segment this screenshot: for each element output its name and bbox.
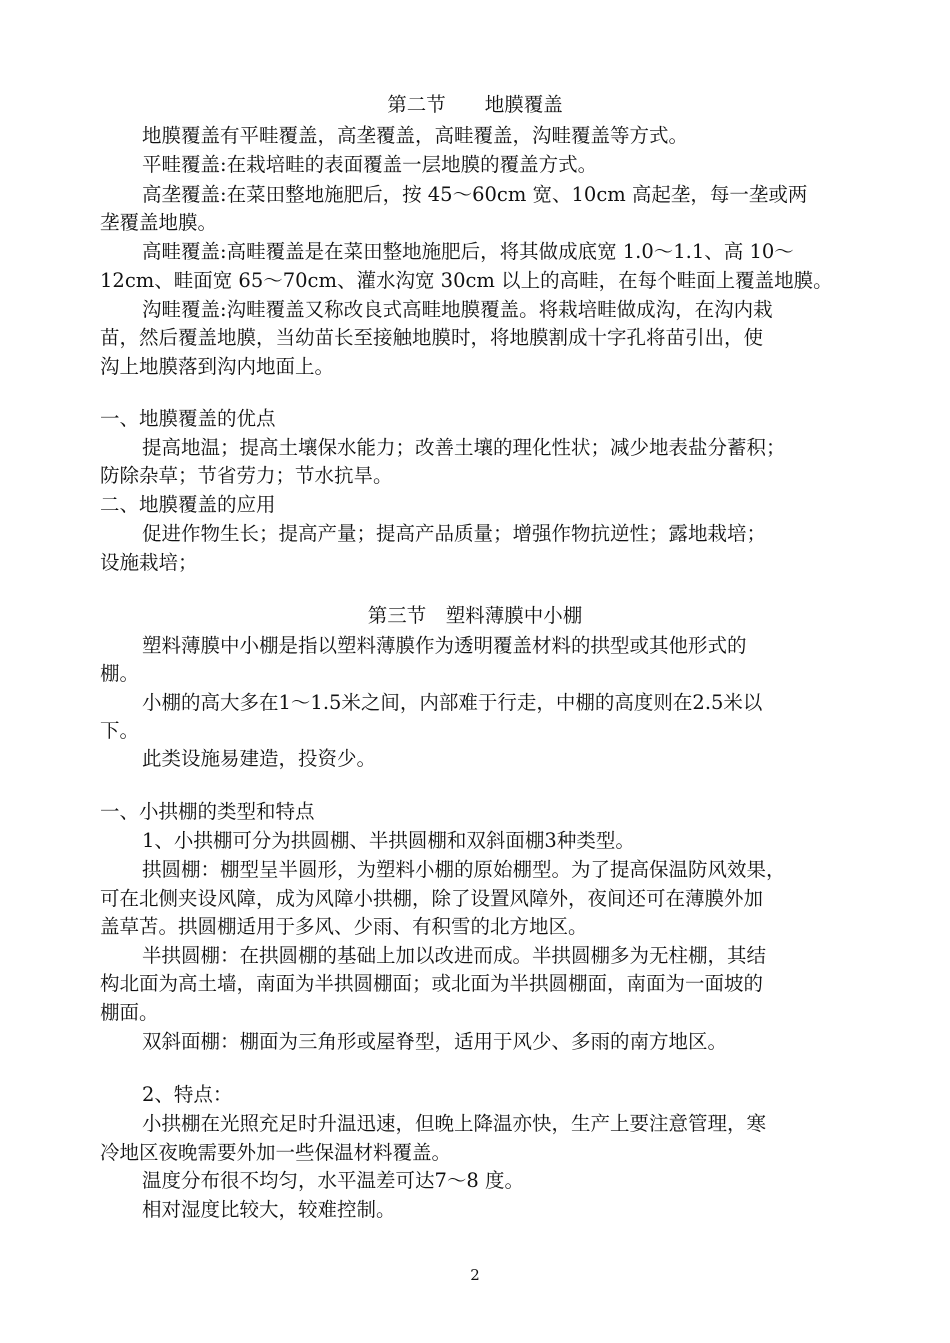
paragraph-line: 提高地温；提高土壤保水能力；改善土壤的理化性状；减少地表盐分蓄积； xyxy=(142,436,786,459)
section-title: 第二节 地膜覆盖 xyxy=(387,93,563,116)
paragraph-line: 拱圆棚：棚型呈半圆形，为塑料小棚的原始棚型。为了提高保温防风效果， xyxy=(142,858,786,881)
paragraph-line: 12cm、畦面宽 65～70cm、灌水沟宽 30cm 以上的高畦，在每个畦面上覆盖地膜。 xyxy=(100,269,833,292)
section-title: 第三节 塑料薄膜中小棚 xyxy=(367,604,583,627)
paragraph-line: 此类设施易建造，投资少。 xyxy=(142,747,377,770)
subsection-heading: 二、地膜覆盖的应用 xyxy=(100,493,276,516)
paragraph-line: 可在北侧夹设风障，成为风障小拱棚，除了设置风障外，夜间还可在薄膜外加 xyxy=(100,887,764,910)
subsection-heading: 一、小拱棚的类型和特点 xyxy=(100,800,315,823)
paragraph-line: 设施栽培； xyxy=(100,551,198,574)
paragraph-line: 下。 xyxy=(100,719,140,742)
paragraph-line: 地膜覆盖有平畦覆盖，高垄覆盖，高畦覆盖，沟畦覆盖等方式。 xyxy=(142,124,689,147)
page-number: 2 xyxy=(470,1266,480,1284)
paragraph-line: 盖草苫。拱圆棚适用于多风、少雨、有积雪的北方地区。 xyxy=(100,915,588,938)
paragraph-line: 棚面。 xyxy=(100,1001,159,1024)
paragraph-line: 高垄覆盖:在菜田整地施肥后，按 45～60cm 宽、10cm 高起垄，每一垄或两 xyxy=(142,183,808,206)
paragraph-line: 高畦覆盖:高畦覆盖是在菜田整地施肥后，将其做成底宽 1.0～1.1、高 10～ xyxy=(142,240,794,263)
paragraph-line: 垄覆盖地膜。 xyxy=(100,211,218,234)
paragraph-line: 促进作物生长；提高产量；提高产品质量；增强作物抗逆性；露地栽培； xyxy=(142,522,767,545)
paragraph-line: 小棚的高大多在1～1.5米之间，内部难于行走，中棚的高度则在2.5米以 xyxy=(142,691,763,714)
paragraph-line: 冷地区夜晚需要外加一些保温材料覆盖。 xyxy=(100,1141,452,1164)
paragraph-line: 双斜面棚：棚面为三角形或屋脊型，适用于风少、多雨的南方地区。 xyxy=(142,1030,728,1053)
paragraph-line: 半拱圆棚：在拱圆棚的基础上加以改进而成。半拱圆棚多为无柱棚，其结 xyxy=(142,944,767,967)
paragraph-line: 沟上地膜落到沟内地面上。 xyxy=(100,355,335,378)
paragraph-line: 棚。 xyxy=(100,662,140,685)
paragraph-line: 构北面为高土墙，南面为半拱圆棚面；或北面为半拱圆棚面，南面为一面坡的 xyxy=(100,972,764,995)
paragraph-line: 温度分布很不均匀，水平温差可达7～8 度。 xyxy=(142,1169,525,1192)
paragraph-line: 1、小拱棚可分为拱圆棚、半拱圆棚和双斜面棚3种类型。 xyxy=(142,829,635,852)
paragraph-line: 相对湿度比较大，较难控制。 xyxy=(142,1198,396,1221)
subsection-heading: 一、地膜覆盖的优点 xyxy=(100,407,276,430)
paragraph-line: 小拱棚在光照充足时升温迅速，但晚上降温亦快，生产上要注意管理，寒 xyxy=(142,1112,767,1135)
paragraph-line: 苗，然后覆盖地膜，当幼苗长至接触地膜时，将地膜割成十字孔将苗引出，使 xyxy=(100,326,764,349)
paragraph-line: 塑料薄膜中小棚是指以塑料薄膜作为透明覆盖材料的拱型或其他形式的 xyxy=(142,634,747,657)
paragraph-line: 防除杂草；节省劳力；节水抗旱。 xyxy=(100,464,393,487)
subsection-heading: 2、特点： xyxy=(142,1083,233,1106)
paragraph-line: 平畦覆盖:在栽培畦的表面覆盖一层地膜的覆盖方式。 xyxy=(142,153,598,176)
paragraph-line: 沟畦覆盖:沟畦覆盖又称改良式高畦地膜覆盖。将栽培畦做成沟，在沟内栽 xyxy=(142,298,773,321)
